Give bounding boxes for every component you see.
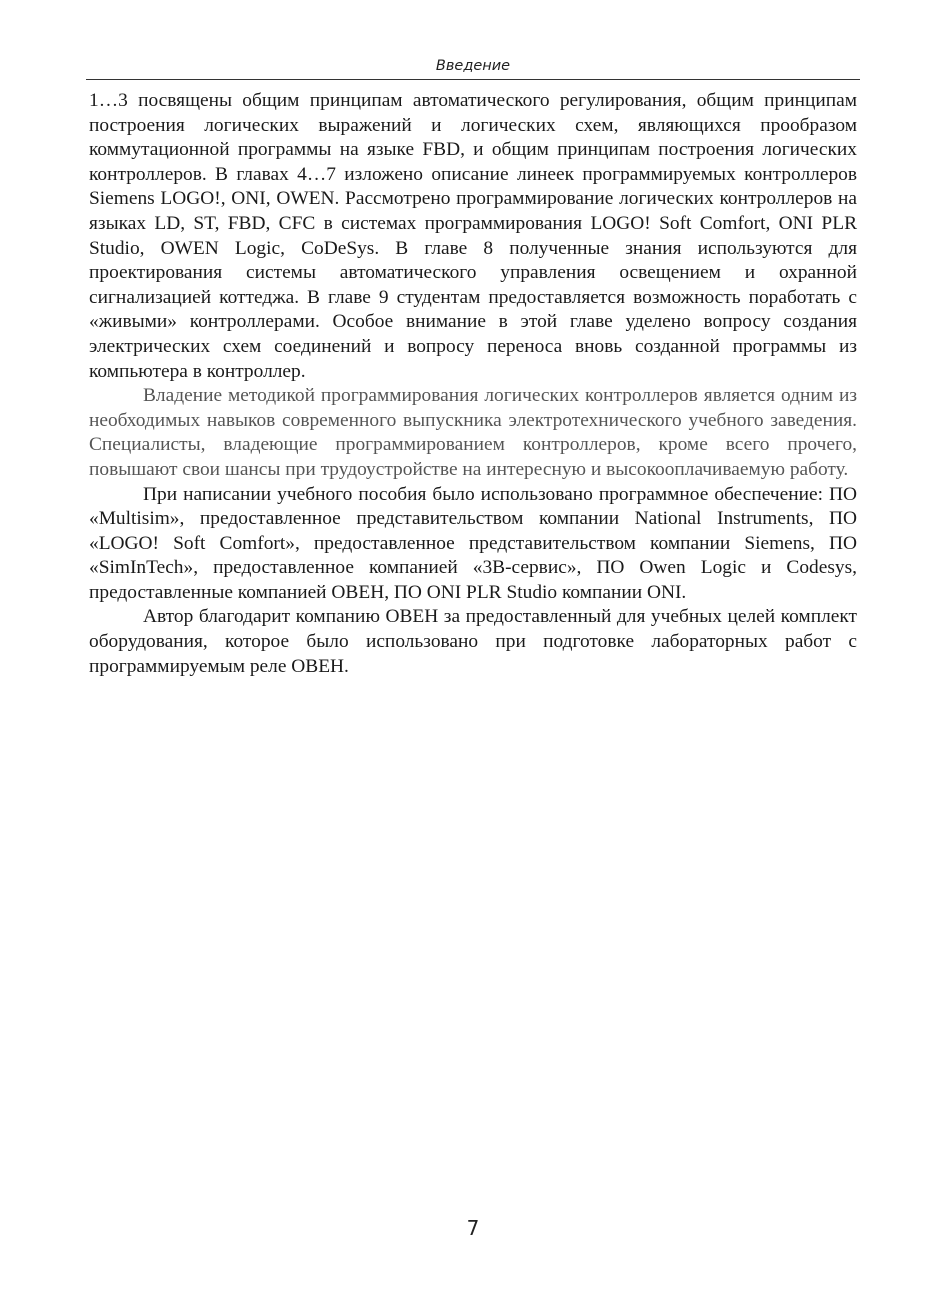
paragraph-software-used: При написании учебного пособия было использовано программное обеспечение: ПО «Multisim», предоставленное представительством компании National Instruments, ПО «LOGO! Soft Comfort», предоставленное представительством компании Siemens, ПО «SimInTech», предоставленное компанией «3В-сервис», ПО Owen Logic и Codesys, предоставленные компанией ОВЕН, ПО ONI PLR Studio компании ONI. (89, 483, 857, 603)
page-number: 7 (466, 1216, 480, 1240)
paragraph-chapters-overview: 1…3 посвящены общим принципам автоматического регулирования, общим принципам построения логических выражений и логических схем, являющихся прообразом коммутационной программы на языке FBD, и общим принципам построения логических контроллеров. В главах 4…7 изложено описание линеек программируемых контроллеров Siemens LOGO!, ONI, OWEN. Рассмотрено программирование логических контроллеров на языках LD, ST, FBD, CFC в системах программирования LOGO! Soft Comfort, ONI PLR Studio, OWEN Logic, CoDeSys. В главе 8 полученные знания используются для проектирования системы автоматического управления освещением и охранной сигнализацией коттеджа. В главе 9 студентам предоставляется возможность поработать с «живыми» контроллерами. Особое внимание в этой главе уделено вопросу создания электрических схем соединений и вопросу переноса вновь созданной программы из компьютера в контроллер. (89, 90, 857, 382)
paragraph-acknowledgement: Автор благодарит компанию ОВЕН за предоставленный для учебных целей комплект оборудования, которое было использовано при подготовке лабораторных работ с программируемым реле ОВЕН. (89, 606, 857, 677)
paragraph-skills-importance: Владение методикой программирования логических контроллеров является одним из необходимых навыков современного выпускника электротехнического учебного заведения. Специалисты, владеющие программированием контроллеров, кроме всего прочего, повышают свои шансы при трудоустройстве на интересную и высокооплачиваемую работу. (89, 385, 857, 480)
running-header: Введение (435, 58, 511, 74)
header-divider (86, 79, 860, 80)
body-text (89, 89, 857, 679)
